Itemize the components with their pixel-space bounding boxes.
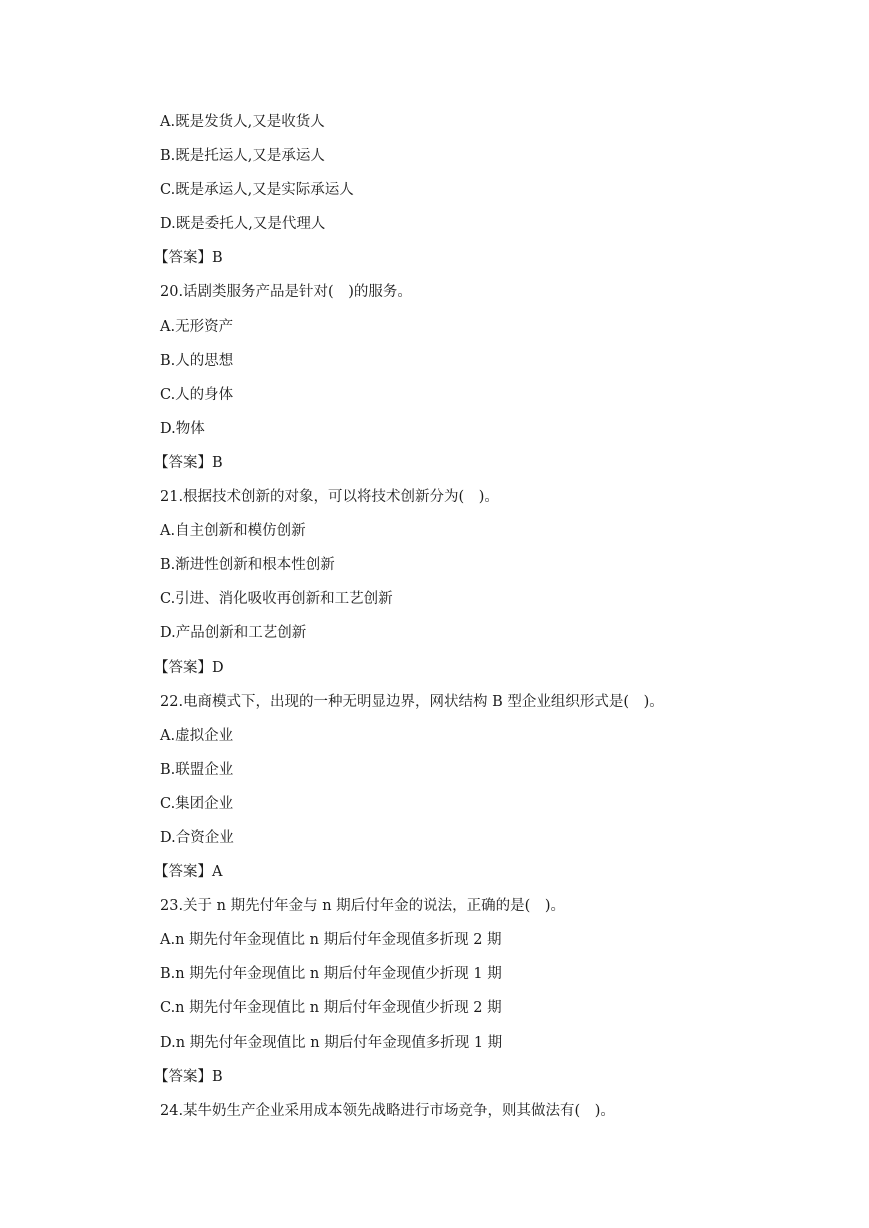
option-line: D.既是委托人,又是代理人 <box>160 216 326 233</box>
question-20: 20.话剧类服务产品是针对( )的服务。 <box>160 284 412 301</box>
option-line: D.n 期先付年金现值比 n 期后付年金现值多折现 1 期 <box>160 1034 503 1051</box>
option-line: C.人的身体 <box>160 386 234 403</box>
answer-line: 【答案】B <box>154 1068 223 1085</box>
option-line: A.n 期先付年金现值比 n 期后付年金现值多折现 2 期 <box>160 932 502 949</box>
answer-line: 【答案】A <box>154 864 223 881</box>
option-line: B.联盟企业 <box>160 761 234 778</box>
option-line: D.物体 <box>160 420 205 437</box>
option-line: B.既是托运人,又是承运人 <box>160 148 325 165</box>
question-23: 23.关于 n 期先付年金与 n 期后付年金的说法，正确的是( )。 <box>160 898 565 915</box>
question-24: 24.某牛奶生产企业采用成本领先战略进行市场竞争，则其做法有( )。 <box>160 1102 615 1119</box>
answer-line: 【答案】D <box>154 659 224 676</box>
option-line: B.渐进性创新和根本性创新 <box>160 557 335 574</box>
option-line: C.既是承运人,又是实际承运人 <box>160 182 354 199</box>
option-line: C.集团企业 <box>160 795 234 812</box>
option-line: A.虚拟企业 <box>160 727 234 744</box>
option-line: C.n 期先付年金现值比 n 期后付年金现值少折现 2 期 <box>160 1000 502 1017</box>
option-line: D.产品创新和工艺创新 <box>160 625 307 642</box>
document-page <box>154 110 800 1133</box>
option-line: B.n 期先付年金现值比 n 期后付年金现值少折现 1 期 <box>160 966 502 983</box>
question-21: 21.根据技术创新的对象，可以将技术创新分为( )。 <box>160 489 499 506</box>
answer-line: 【答案】B <box>154 454 223 471</box>
option-line: A.自主创新和模仿创新 <box>160 523 306 540</box>
option-line: A.既是发货人,又是收货人 <box>160 114 325 130</box>
answer-line: 【答案】B <box>154 250 223 267</box>
option-line: C.引进、消化吸收再创新和工艺创新 <box>160 591 393 608</box>
option-line: B.人的思想 <box>160 352 234 369</box>
option-line: A.无形资产 <box>160 318 234 335</box>
option-line: D.合资企业 <box>160 829 234 846</box>
question-22: 22.电商模式下，出现的一种无明显边界，网状结构 B 型企业组织形式是( )。 <box>160 693 664 710</box>
